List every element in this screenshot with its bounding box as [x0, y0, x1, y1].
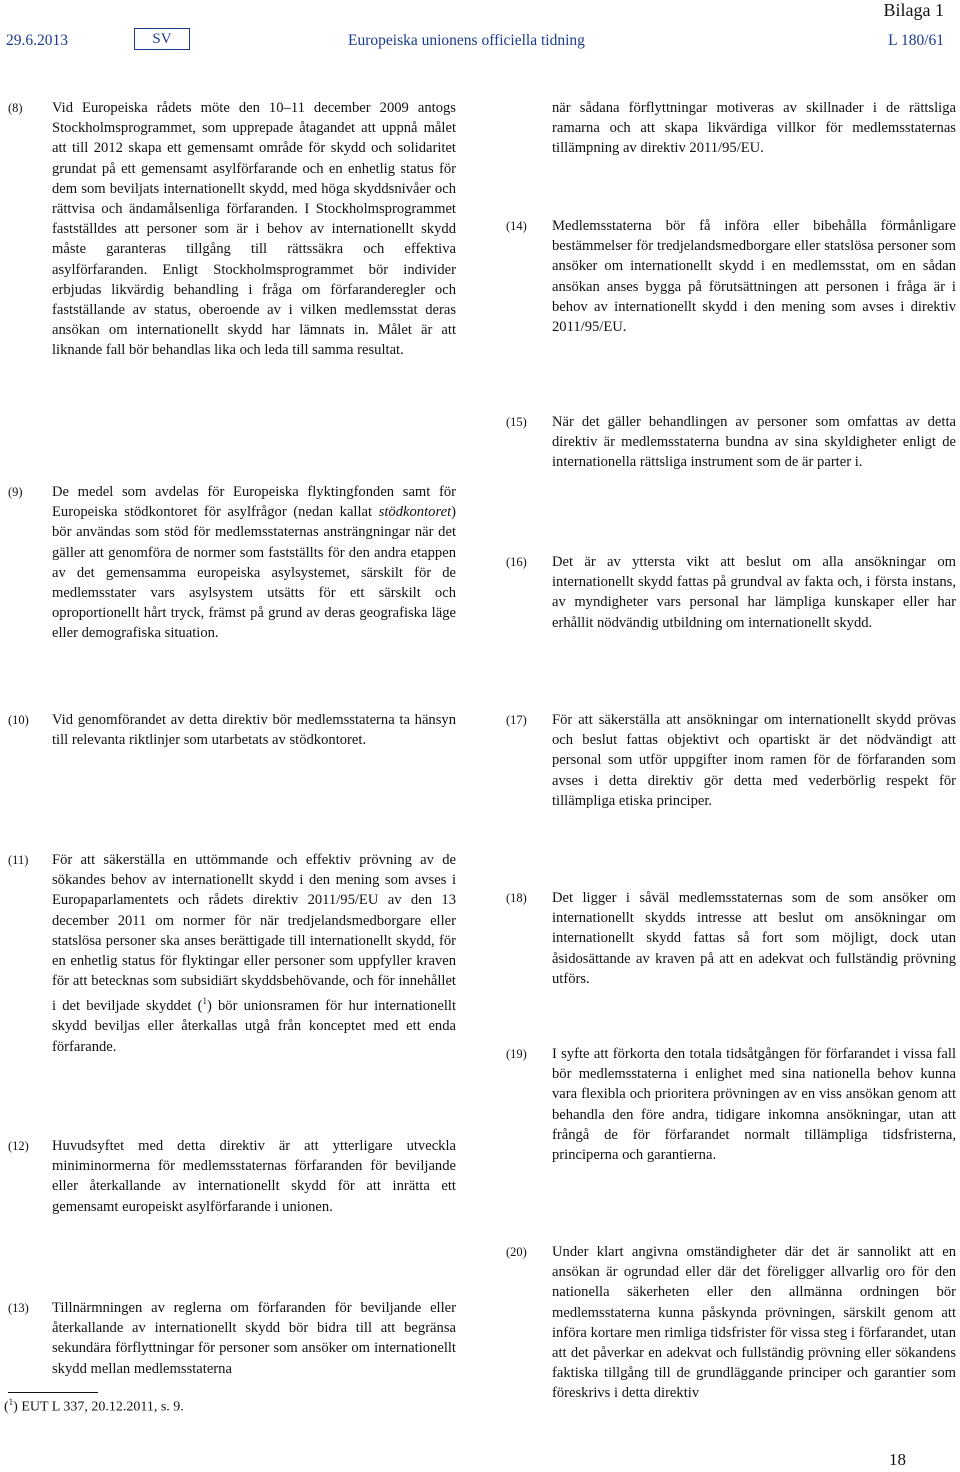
recital-10	[8, 710, 456, 750]
recital-text: Vid genomförandet av detta direktiv bör medlemsstaterna ta hänsyn till relevanta riktlinjer som utarbetats av stödkontoret.	[52, 712, 456, 749]
recital-number: (14)	[506, 219, 527, 233]
recital-text: när sådana förflyttningar motiveras av skillnader i de rättsliga ramarna och att skapa likvärdiga villkor för medlemsstaternas tillämpning av direktiv 2011/95/EU.	[552, 100, 956, 157]
annex-label: Bilaga 1	[883, 0, 944, 20]
recital-number: (19)	[506, 1047, 527, 1061]
recital-text: Det ligger i såväl medlemsstaternas som de som ansöker om internationellt skydds intresse att beslut om ansökningar om internationellt skydd fattas så fort som möjligt, dock utan åsidosättande av kraven på att en adekvat och fullständig prövning utförs.	[552, 890, 956, 987]
recital-number: (12)	[8, 1139, 29, 1153]
recital-text: När det gäller behandlingen av personer som omfattas av detta direktiv är medlemsstaterna bundna av sina skyldigheter enligt de internationella rättsliga instrument som de är parter i.	[552, 414, 956, 471]
recital-number: (20)	[506, 1245, 527, 1259]
recital-text-part: De medel som avdelas för Europeiska flyktingfonden samt för Europeiska stödkontoret för asylfrågor (nedan kallat	[52, 484, 456, 521]
recital-text: Huvudsyftet med detta direktiv är att ytterligare utveckla miniminormerna för medlemsstaternas förfaranden för beviljande eller återkallande av internationellt skydd för att inrätta ett gemensamt europeiskt asylförfarande i unionen.	[52, 1138, 456, 1215]
recital-text: För att säkerställa att ansökningar om internationellt skydd prövas och beslut fattas objektivt och opartiskt är det nödvändigt att personal som utför uppgifter inom ramen för de förfaranden som avses i detta direktiv gör detta med vederbörlig respekt för tillämpliga etiska principer.	[552, 712, 956, 809]
recital-number: (10)	[8, 713, 29, 727]
footnote-text: EUT L 337, 20.12.2011, s. 9.	[21, 1399, 184, 1415]
recital-9	[8, 482, 456, 644]
recital-number: (13)	[8, 1301, 29, 1315]
recital-number: (15)	[506, 415, 527, 429]
recital-18	[506, 888, 956, 989]
recital-14	[506, 216, 956, 337]
recital-number: (16)	[506, 555, 527, 569]
recital-11	[8, 850, 456, 1057]
recital-17	[506, 710, 956, 811]
recital-text: Tillnärmningen av reglerna om förfaranden för beviljande eller återkallande av internationellt skydd bör bidra till att begränsa sekundära förflyttningar för personer som ansöker om internationellt skydd mellan medlemsstaterna	[52, 1300, 456, 1377]
footnote-mark: 1	[8, 1397, 14, 1407]
recital-8	[8, 98, 456, 361]
recital-text: Vid Europeiska rådets möte den 10–11 december 2009 antogs Stockholmsprogrammet, som upprepade åtagandet att uppnå målet att till 2012 skapa ett gemensamt område för skydd och solidaritet grundat på ett gemensamt asylförfarande och en enhetlig status för dem som beviljats internationellt skydd, med höga skyddsnivåer och rättvisa och ändamålsenliga förfaranden. I Stockholmsprogrammet fastställdes att personer som är i behov av internationellt skydd måste garanteras tillgång till rättssäkra och effektiva asylförfaranden. Enligt Stockholmsprogrammet bör individer erbjudas likvärdig behandling i fråga om förfaranderegler och fastställande av status, oberoende av i vilken medlemsstat deras ansökan om internationellt skydd har lämnats in. Målet är att liknande fall bör behandlas lika och leda till samma resultat.	[52, 100, 456, 359]
header-date: 29.6.2013	[6, 32, 68, 49]
recital-text-part: ) bör unionsramen för hur internationellt skydd beviljas eller återkallas utgå från konceptet med ett enda förfarande.	[52, 998, 456, 1055]
recital-number: (11)	[8, 853, 29, 867]
recital-text-part: ) bör användas som stöd för medlemsstaternas ansträngningar när det gäller att genomföra de normer som fastställts för den andra etappen av det gemensamma europeiska asylsystemet, särskilt för de medlemsstater vars asylsystem utsätts för ett särskilt och oproportionellt hårt tryck, främst på grund av deras geografiska läge eller demografiska situation.	[52, 504, 456, 642]
recital-number: (18)	[506, 891, 527, 905]
recital-text	[52, 850, 456, 1057]
recital-13-continued	[506, 98, 956, 159]
footnote-ref: 1	[202, 996, 207, 1007]
recital-italic-term: stödkontoret	[378, 504, 452, 521]
page-number: 18	[889, 1450, 906, 1469]
language-badge: SV	[134, 28, 190, 50]
recital-16	[506, 552, 956, 633]
footnote: ($^1$) EUT L 337, 20.12.2011, s. 9.	[4, 1397, 184, 1415]
recital-number: (8)	[8, 101, 23, 115]
recital-text: Medlemsstaterna bör få införa eller bibehålla förmånligare bestämmelser för tredjelandsmedborgare eller statslösa personer som ansöker om internationellt skydd i en medlemsstat, om en sådan ansökan anses bygga på förutsättningen att personen i fråga är i behov av internationellt skydd i den mening som avses i direktiv 2011/95/EU.	[552, 218, 956, 336]
journal-page-ref: L 180/61	[888, 32, 944, 49]
recital-text-part: För att säkerställa en uttömmande och effektiv prövning av de sökandes behov av internationellt skydd i den mening som avses i Europaparlamentets och rådets direktiv 2011/95/EU av den 13 december 2011 om normer för när tredjelandsmedborgare eller statslösa personer ska anses berättigade till internationellt skydd, för en enhetlig status för flyktingar eller personer som uppfyller kraven för att betecknas som subsidiärt skyddsbehövande, och för innehållet i det beviljade skyddet (	[52, 852, 456, 1015]
recital-text: Under klart angivna omständigheter där det är sannolikt att en ansökan är ogrundad eller där det föreligger allvarlig oro för den nationella säkerheten eller den allmänna ordningen bör medlemsstaterna kunna påskynda prövningen, särskilt genom att införa kortare men rimliga tidsfrister för vissa steg i förfarandet, utan att det påverkar en adekvat och fullständig prövning eller sökandens faktiska tillgång till de grundläggande principer och garantier som föreskrivs i detta direktiv	[552, 1244, 956, 1402]
recital-text	[52, 482, 456, 644]
recital-15	[506, 412, 956, 473]
recital-number: (17)	[506, 713, 527, 727]
recital-number: (9)	[8, 485, 23, 499]
recital-19	[506, 1044, 956, 1165]
recital-20	[506, 1242, 956, 1404]
footnote-divider	[8, 1392, 98, 1393]
recital-12	[8, 1136, 456, 1217]
recital-text: Det är av yttersta vikt att beslut om alla ansökningar om internationellt skydd fattas på grundval av fakta och, i första instans, av myndigheter vars personal har lämpliga kunskaper eller har erhållit nödvändig utbildning om internationellt skydd.	[552, 554, 956, 631]
recital-13	[8, 1298, 456, 1379]
recital-text: I syfte att förkorta den totala tidsåtgången för förfarandet i vissa fall bör medlemsstaterna i enlighet med sina nationella behov kunna vara flexibla och prioritera prövningen av en viss ansökan genom att behandla den före andra, tidigare inkomna ansökningar, utan att frångå de för förfarandet normalt tillämpliga tidsfristerna, principerna och garantierna.	[552, 1046, 956, 1164]
journal-title: Europeiska unionens officiella tidning	[348, 32, 585, 49]
